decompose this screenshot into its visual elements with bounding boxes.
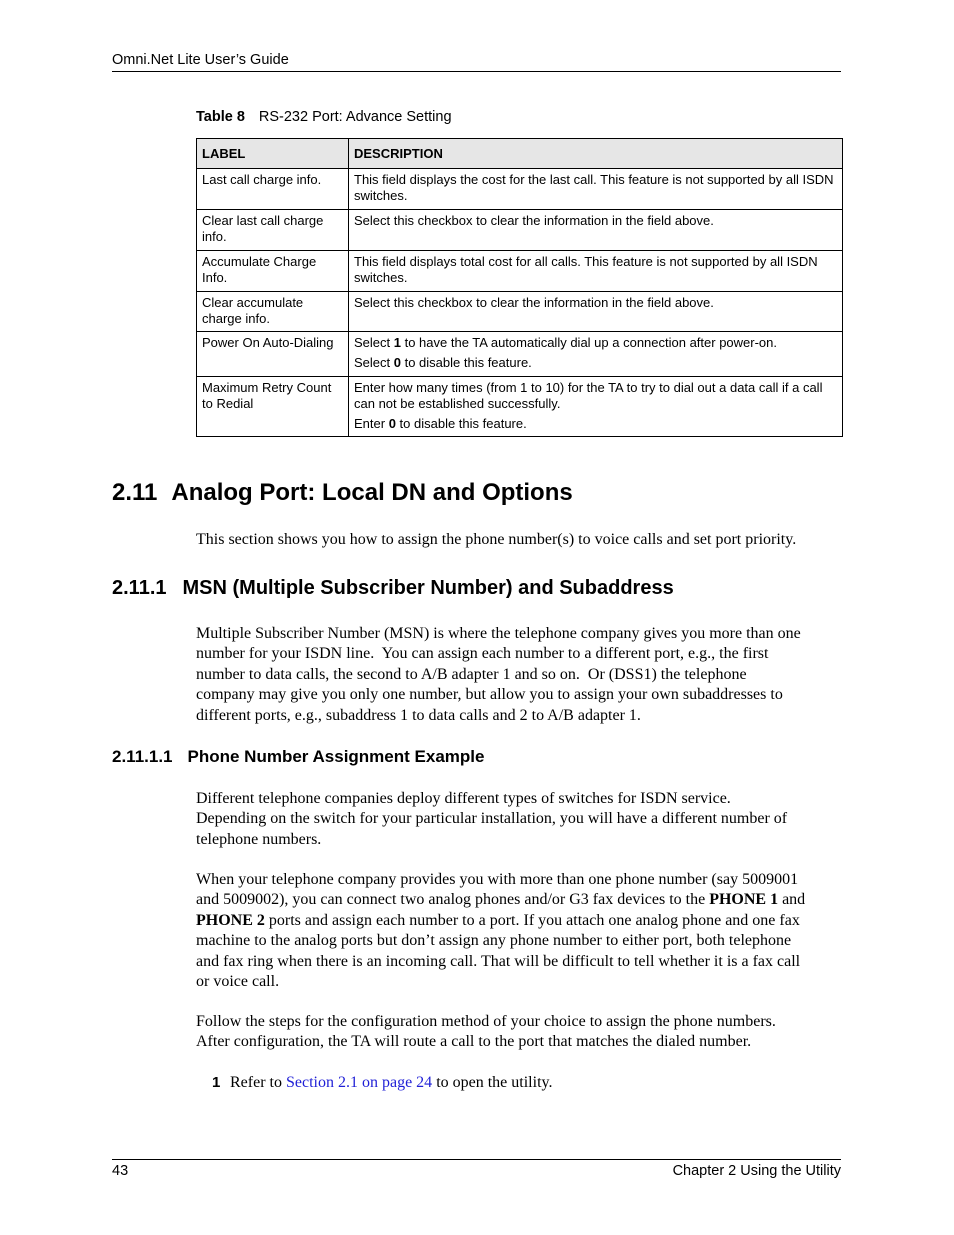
label-cell: Clear accumulate charge info. xyxy=(197,292,349,332)
text-line: machine to the analog ports but don’t assign any phone number to either port, both telephone xyxy=(196,932,792,950)
description-paragraph xyxy=(354,335,838,351)
bold-text: 1 xyxy=(393,335,401,350)
bold-text: PHONE 1 xyxy=(709,891,779,909)
description-paragraph xyxy=(354,380,838,412)
bold-text: 0 xyxy=(388,416,396,431)
section-number: 2.11.1 xyxy=(112,577,167,599)
table-row xyxy=(197,251,843,292)
text-segment: to disable this feature. xyxy=(395,416,527,431)
table-row xyxy=(197,332,843,377)
msn-paragraph xyxy=(196,624,842,726)
text-segment: Select this checkbox to clear the information in the field above. xyxy=(354,295,714,310)
step-1 xyxy=(212,1073,552,1093)
text-line: or voice call. xyxy=(196,973,280,991)
section-title: MSN (Multiple Subscriber Number) and Subaddress xyxy=(182,577,674,599)
text-line: Depending on the switch for your particular installation, you will have a different number of xyxy=(196,810,788,828)
label-cell: Last call charge info. xyxy=(197,169,349,210)
table-body xyxy=(197,169,843,437)
description-paragraph xyxy=(354,355,838,371)
description-paragraph xyxy=(354,295,838,311)
step-number: 1 xyxy=(212,1074,221,1091)
section-2-11-1-1-heading xyxy=(112,746,484,768)
table-row xyxy=(197,210,843,251)
section-number: 2.11 xyxy=(112,479,158,506)
text-segment: This field displays total cost for all calls. This feature is not supported by all ISDN switches. xyxy=(354,254,818,285)
text-line: Follow the steps for the configuration method of your choice to assign the phone numbers. xyxy=(196,1013,776,1030)
label-cell: Clear last call charge info. xyxy=(197,210,349,251)
label-column-header: LABEL xyxy=(197,139,349,169)
label-cell: Maximum Retry Count to Redial xyxy=(197,377,349,437)
description-paragraph xyxy=(354,416,838,432)
text-line: This section shows you how to assign the phone number(s) to voice calls and set port priority. xyxy=(196,531,797,548)
text-segment: Enter how many times (from 1 to 10) for the TA to try to dial out a data call if a call can not be established successfully. xyxy=(354,380,823,411)
footer-page-number: 43 xyxy=(112,1163,129,1179)
text-segment: Select xyxy=(354,335,394,350)
description-cell xyxy=(349,169,843,210)
description-paragraph xyxy=(354,254,838,286)
table-row xyxy=(197,292,843,332)
header-rule xyxy=(112,71,841,72)
text-line: number for your ISDN line. You can assign each number to a different port, e.g., the first xyxy=(196,645,769,663)
table-caption xyxy=(196,108,452,126)
section-2-11-intro xyxy=(196,530,842,550)
text-segment: Select this checkbox to clear the information in the field above. xyxy=(354,213,714,228)
text-segment: to have the TA automatically dial up a connection after power-on. xyxy=(400,335,778,350)
switch-types-paragraph xyxy=(196,789,842,850)
text-segment: ports and assign each number to a port. If you attach one analog phone and one fax xyxy=(264,911,800,929)
phone-ports-paragraph xyxy=(196,870,842,992)
text-segment: and 5009002), you can connect two analog phones and/or G3 fax devices to the xyxy=(196,891,710,909)
step-text-before: Refer to xyxy=(230,1074,286,1091)
text-line: After configuration, the TA will route a call to the port that matches the dialed number. xyxy=(196,1033,752,1051)
description-cell xyxy=(349,292,843,332)
label-cell: Accumulate Charge Info. xyxy=(197,251,349,292)
text-line: telephone numbers. xyxy=(196,830,322,848)
running-header: Omni.Net Lite User’s Guide xyxy=(112,52,289,68)
section-title: Analog Port: Local DN and Options xyxy=(171,479,573,506)
step-text-after: to open the utility. xyxy=(432,1074,553,1091)
table-caption-text: RS-232 Port: Advance Setting xyxy=(258,109,452,125)
text-segment: Select xyxy=(354,355,394,370)
label-cell: Power On Auto-Dialing xyxy=(197,332,349,377)
table-header-row xyxy=(197,139,843,169)
description-cell xyxy=(349,377,843,437)
description-column-header: DESCRIPTION xyxy=(349,139,843,169)
section-number: 2.11.1.1 xyxy=(112,747,173,766)
rs232-advance-setting-table xyxy=(196,138,843,437)
section-2-1-link[interactable]: Section 2.1 on page 24 xyxy=(285,1074,433,1091)
description-cell xyxy=(349,332,843,377)
text-line: Different telephone companies deploy different types of switches for ISDN service. xyxy=(196,790,731,807)
bold-text: PHONE 2 xyxy=(196,911,265,929)
table-row xyxy=(197,169,843,210)
bold-text: 0 xyxy=(393,355,401,370)
configuration-steps-paragraph xyxy=(196,1012,842,1053)
text-segment: This field displays the cost for the last call. This feature is not supported by all ISDN switches. xyxy=(354,172,834,203)
text-line: different ports, e.g., subaddress 1 to data calls and 2 to A/B adapter 1. xyxy=(196,706,641,724)
text-line: and fax ring when there is an incoming call. That will be difficult to tell whether it is a fax call xyxy=(196,952,801,970)
section-2-11-1-heading xyxy=(112,575,674,601)
description-paragraph xyxy=(354,172,838,204)
step-text xyxy=(230,1074,552,1091)
text-segment: and xyxy=(778,891,806,909)
text-line: When your telephone company provides you with more than one phone number (say 5009001 xyxy=(196,871,799,888)
table-row xyxy=(197,377,843,437)
text-line xyxy=(196,911,842,931)
text-line xyxy=(196,890,842,910)
text-line: company may give you only one number, but allow you to assign your own subaddresses to xyxy=(196,686,783,704)
text-segment: to disable this feature. xyxy=(400,355,532,370)
footer-rule xyxy=(112,1159,841,1160)
section-2-11-heading xyxy=(112,478,573,508)
text-segment: Enter xyxy=(354,416,389,431)
text-line: number to data calls, the second to A/B adapter 1 and so on. Or (DSS1) the telephone xyxy=(196,665,747,683)
table-caption-label: Table 8 xyxy=(196,109,245,125)
description-paragraph xyxy=(354,213,838,229)
description-cell xyxy=(349,251,843,292)
description-cell xyxy=(349,210,843,251)
footer-chapter-title: Chapter 2 Using the Utility xyxy=(672,1163,841,1179)
section-title: Phone Number Assignment Example xyxy=(187,747,485,766)
text-line: Multiple Subscriber Number (MSN) is where the telephone company gives you more than one xyxy=(196,625,801,642)
